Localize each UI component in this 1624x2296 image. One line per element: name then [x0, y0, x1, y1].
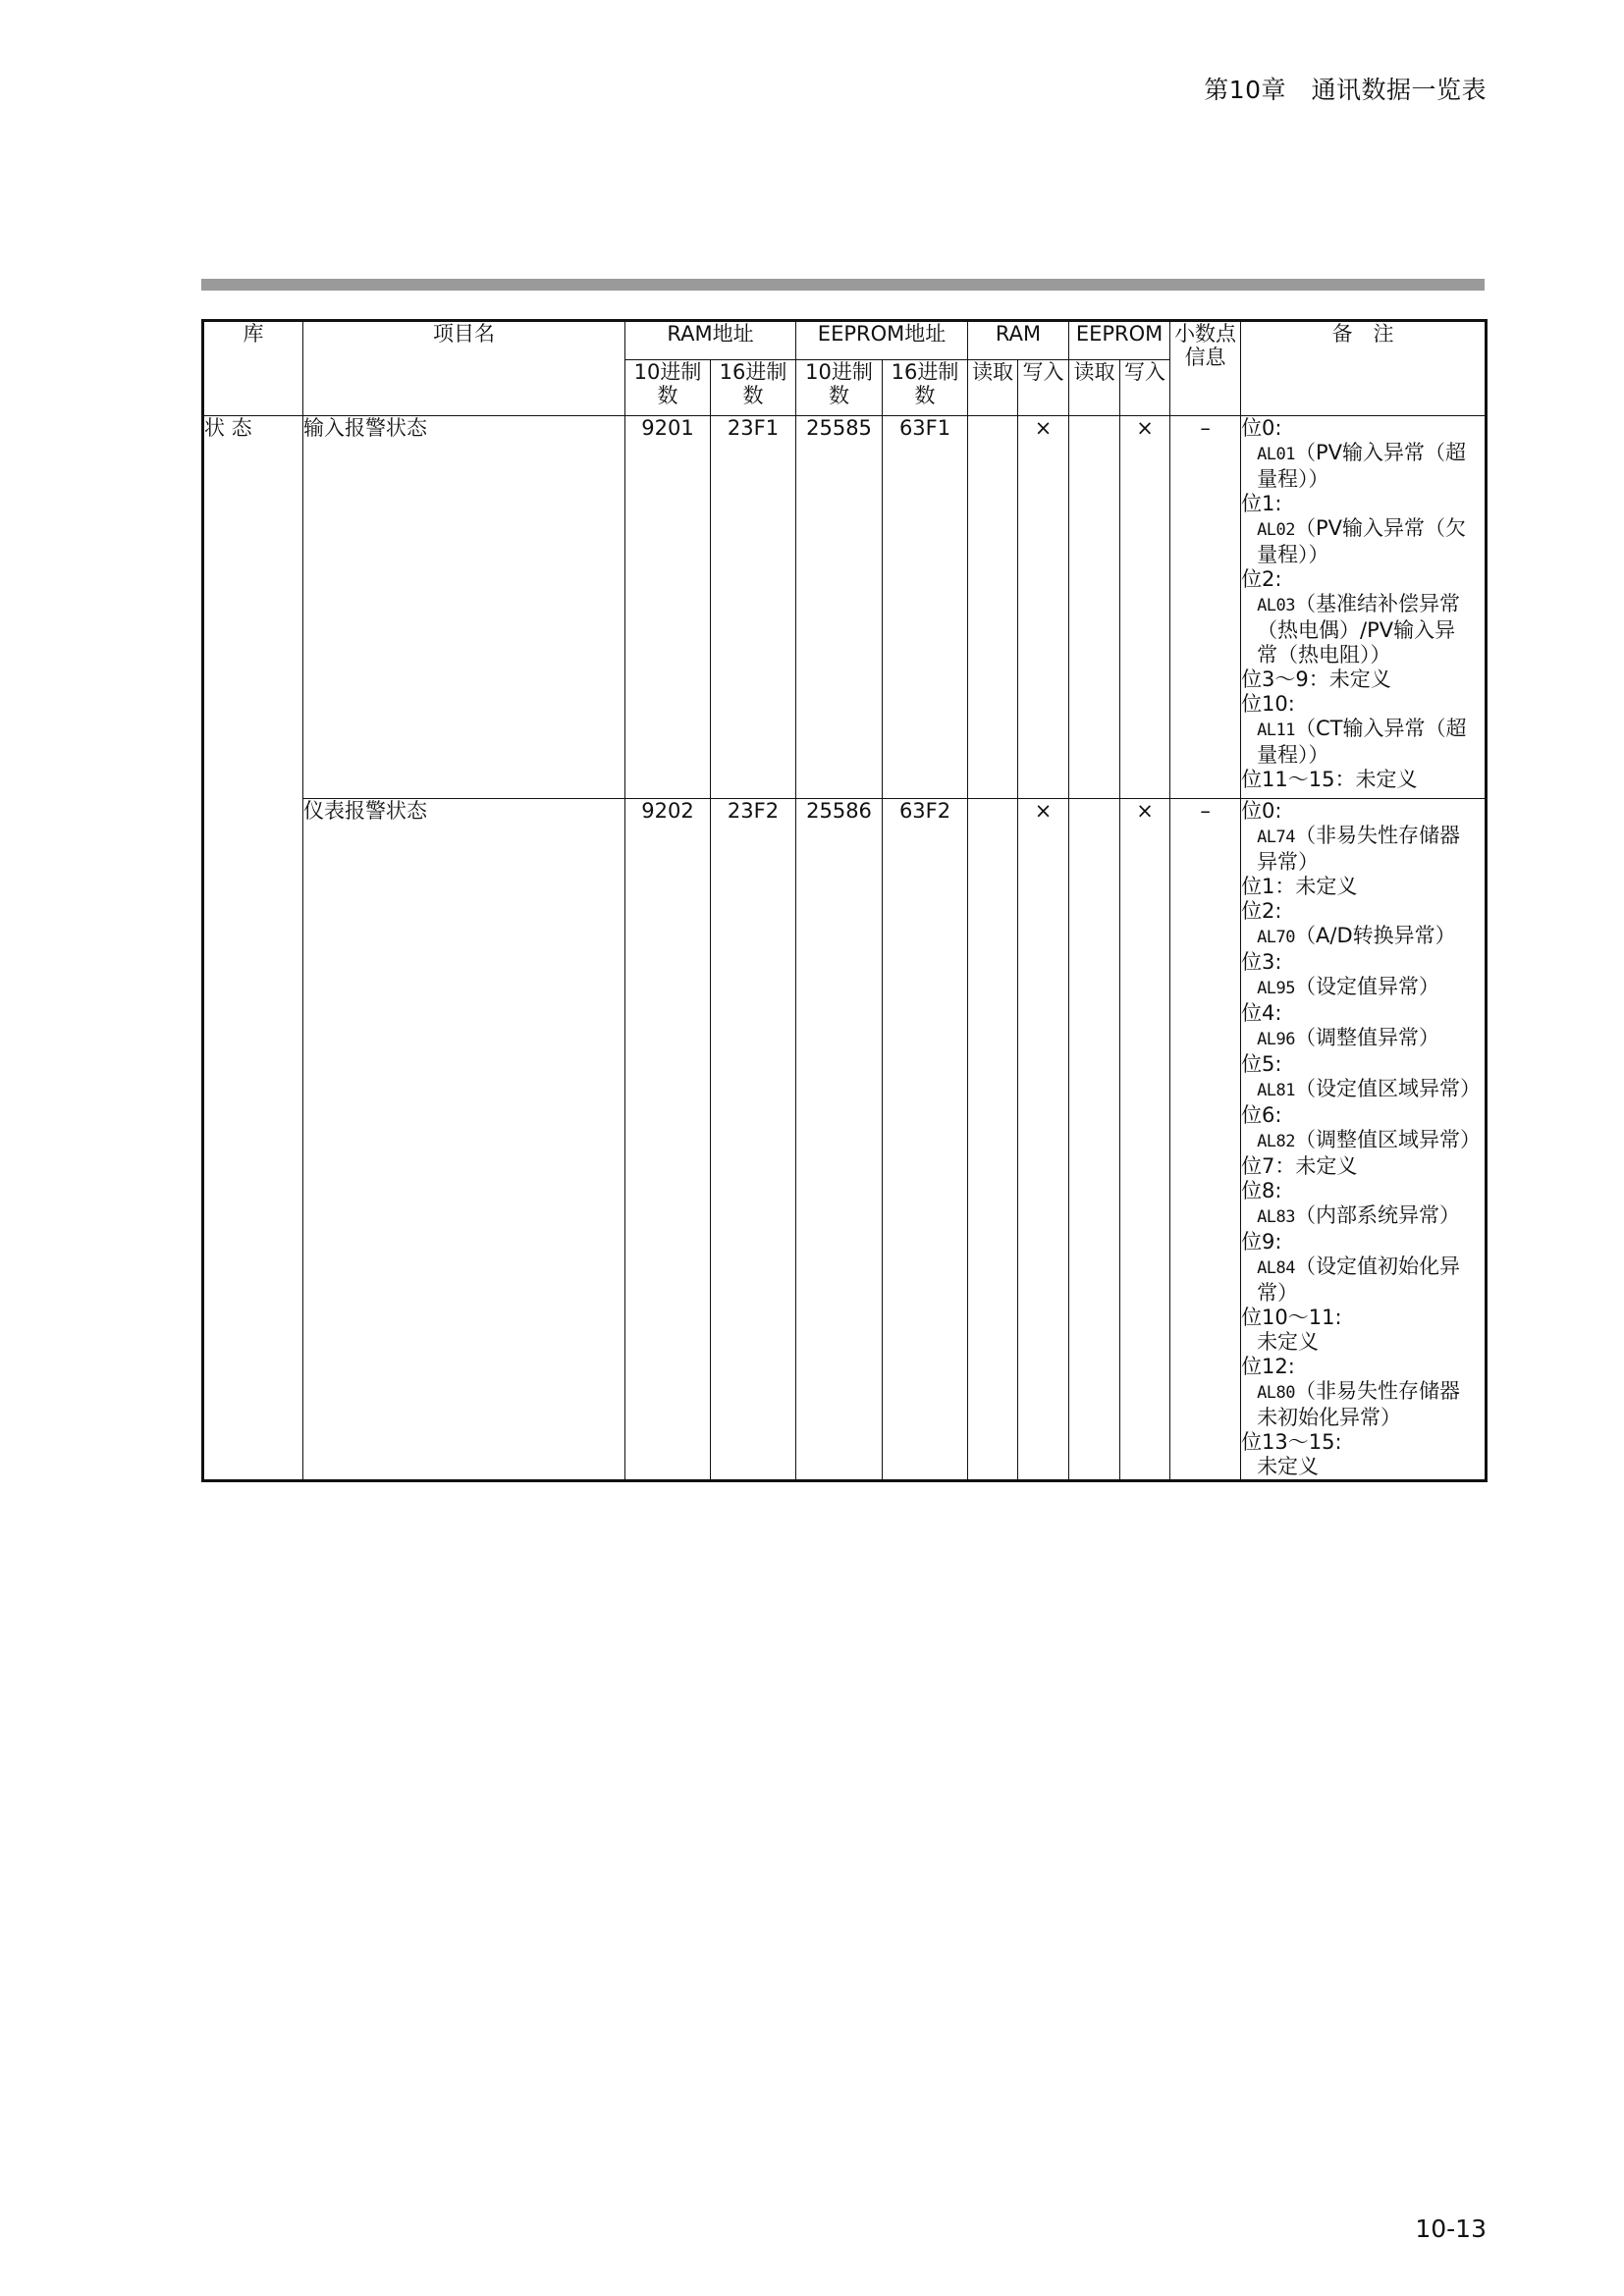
header-library: 库 — [203, 321, 303, 416]
remark-line — [1241, 1255, 1485, 1281]
remark-line — [1241, 899, 1485, 924]
remark-text: （非易失性存储器 — [1295, 824, 1461, 847]
header-eeprom-read: 读取 — [1069, 360, 1120, 416]
alarm-code: AL70 — [1257, 928, 1296, 947]
remark-text: 量程）） — [1257, 467, 1329, 491]
header-item-name: 项目名 — [303, 321, 625, 416]
remark-text: （PV输入异常（欠 — [1295, 516, 1467, 540]
remark-line — [1241, 1306, 1485, 1330]
remark-line — [1241, 643, 1485, 667]
remark-line — [1241, 924, 1485, 950]
remarks-cell — [1241, 416, 1487, 799]
header-eeprom-write: 写入 — [1120, 360, 1170, 416]
ram-read-cell — [968, 416, 1018, 799]
remark-text: （设定值初始化异 — [1295, 1255, 1461, 1278]
remark-line — [1241, 1103, 1485, 1128]
remark-line — [1241, 1430, 1485, 1455]
table-row — [203, 416, 1487, 799]
remark-text: 位7：未定义 — [1241, 1154, 1358, 1178]
remark-line — [1241, 1128, 1485, 1154]
remark-line — [1241, 1379, 1485, 1406]
alarm-code: AL02 — [1257, 520, 1296, 540]
remark-line — [1241, 667, 1485, 692]
remark-text: 未定义 — [1257, 1330, 1320, 1354]
remark-line — [1241, 975, 1485, 1001]
alarm-code: AL01 — [1257, 445, 1296, 464]
ram-write-cell: × — [1018, 799, 1069, 1481]
ram-write-cell: × — [1018, 416, 1069, 799]
remark-line — [1241, 875, 1485, 899]
remark-line — [1241, 1203, 1485, 1230]
remark-text: 位9: — [1241, 1230, 1282, 1254]
remark-line — [1241, 1281, 1485, 1306]
remark-line — [1241, 1001, 1485, 1026]
remark-text: 位1: — [1241, 492, 1282, 515]
remark-line — [1241, 492, 1485, 516]
alarm-code: AL11 — [1257, 721, 1296, 740]
eeprom-read-cell — [1069, 799, 1120, 1481]
remark-text: 量程）） — [1257, 543, 1329, 566]
library-cell: 状 态 — [203, 416, 303, 1481]
eeprom-hex-cell: 63F1 — [883, 416, 968, 799]
header-ram-read: 读取 — [968, 360, 1018, 416]
remark-text: （设定值区域异常） — [1295, 1077, 1482, 1100]
header-ram: RAM — [968, 321, 1069, 360]
remark-text: 位3: — [1241, 950, 1282, 974]
item-name-cell: 输入报警状态 — [303, 416, 625, 799]
remark-text: 异常） — [1257, 850, 1320, 874]
ram-dec-cell: 9201 — [625, 416, 711, 799]
ram-hex-cell: 23F2 — [711, 799, 796, 1481]
remark-line — [1241, 441, 1485, 467]
remark-line — [1241, 618, 1485, 643]
remark-text: 位4: — [1241, 1001, 1282, 1025]
remark-line — [1241, 1026, 1485, 1052]
remark-text: 位2: — [1241, 567, 1282, 591]
remark-line — [1241, 692, 1485, 717]
remark-line — [1241, 1455, 1485, 1479]
header-eeprom: EEPROM — [1069, 321, 1170, 360]
header-eeprom-hex: 16进制数 — [883, 360, 968, 416]
remark-line — [1241, 950, 1485, 975]
remark-line — [1241, 567, 1485, 592]
header-ram-dec: 10进制数 — [625, 360, 711, 416]
alarm-code: AL95 — [1257, 979, 1296, 998]
eeprom-dec-cell: 25585 — [796, 416, 883, 799]
remark-text: （热电偶）/PV输入异 — [1257, 618, 1456, 642]
eeprom-write-cell: × — [1120, 799, 1170, 1481]
remark-line — [1241, 799, 1485, 824]
remark-line — [1241, 516, 1485, 543]
remark-text: 位11～15：未定义 — [1241, 768, 1418, 791]
remark-line — [1241, 1154, 1485, 1179]
remark-line — [1241, 1230, 1485, 1255]
remarks-cell — [1241, 799, 1487, 1481]
remark-text: 未初始化异常） — [1257, 1406, 1402, 1429]
item-name-cell: 仪表报警状态 — [303, 799, 625, 1481]
remark-line — [1241, 592, 1485, 618]
alarm-code: AL82 — [1257, 1132, 1296, 1151]
remark-text: 位8: — [1241, 1179, 1282, 1202]
remark-text: （调整值异常） — [1295, 1026, 1440, 1049]
remark-text: 位6: — [1241, 1103, 1282, 1127]
remark-text: 常） — [1257, 1281, 1299, 1305]
alarm-code: AL03 — [1257, 596, 1296, 615]
remark-text: （设定值异常） — [1295, 975, 1440, 998]
remark-text: （调整值区域异常） — [1295, 1128, 1482, 1151]
remark-text: 位5: — [1241, 1052, 1282, 1076]
eeprom-write-cell: × — [1120, 416, 1170, 799]
remark-text: 位1：未定义 — [1241, 875, 1358, 898]
remark-line — [1241, 1355, 1485, 1379]
remark-line — [1241, 1406, 1485, 1430]
eeprom-dec-cell: 25586 — [796, 799, 883, 1481]
header-remarks: 备 注 — [1241, 321, 1487, 416]
ram-hex-cell: 23F1 — [711, 416, 796, 799]
remark-text: 位3～9：未定义 — [1241, 667, 1391, 691]
alarm-code: AL83 — [1257, 1207, 1296, 1227]
remark-text: （A/D转换异常） — [1295, 924, 1456, 947]
remark-line — [1241, 1179, 1485, 1203]
header-ram-write: 写入 — [1018, 360, 1069, 416]
header-ram-address: RAM地址 — [625, 321, 796, 360]
alarm-code: AL74 — [1257, 828, 1296, 847]
eeprom-read-cell — [1069, 416, 1120, 799]
remark-line — [1241, 416, 1485, 441]
remark-text: 常（热电阻）） — [1257, 643, 1391, 667]
remark-text: 位0: — [1241, 416, 1282, 440]
remark-text: （非易失性存储器 — [1295, 1379, 1461, 1403]
remark-text: 位10～11: — [1241, 1306, 1342, 1329]
remark-line — [1241, 1330, 1485, 1355]
remark-line — [1241, 467, 1485, 492]
remark-text: 位0: — [1241, 799, 1282, 823]
alarm-code: AL80 — [1257, 1383, 1296, 1403]
remark-line — [1241, 824, 1485, 850]
remark-text: 量程）） — [1257, 743, 1329, 767]
remark-text: （基准结补偿异常 — [1295, 592, 1461, 615]
remark-text: 位13～15: — [1241, 1430, 1342, 1454]
ram-dec-cell: 9202 — [625, 799, 711, 1481]
remark-text: 位10: — [1241, 692, 1295, 716]
remark-line — [1241, 768, 1485, 792]
remark-text: （内部系统异常） — [1295, 1203, 1461, 1227]
header-rule — [201, 279, 1485, 291]
table-row — [203, 799, 1487, 1481]
header-ram-hex: 16进制数 — [711, 360, 796, 416]
alarm-code: AL96 — [1257, 1030, 1296, 1049]
remark-line — [1241, 850, 1485, 875]
remark-line — [1241, 1077, 1485, 1103]
chapter-header: 第10章 通讯数据一览表 — [1204, 76, 1487, 104]
decimal-info-cell: – — [1170, 416, 1241, 799]
remark-text: 位12: — [1241, 1355, 1295, 1378]
page-number: 10-13 — [1415, 2215, 1487, 2243]
header-eeprom-dec: 10进制数 — [796, 360, 883, 416]
alarm-code: AL84 — [1257, 1258, 1296, 1278]
header-decimal-info: 小数点信息 — [1170, 321, 1241, 416]
alarm-code: AL81 — [1257, 1081, 1296, 1100]
communication-data-table — [201, 319, 1488, 1482]
decimal-info-cell: – — [1170, 799, 1241, 1481]
header-eeprom-address: EEPROM地址 — [796, 321, 968, 360]
remark-line — [1241, 717, 1485, 743]
remark-text: （CT输入异常（超 — [1295, 717, 1467, 740]
remark-text: （PV输入异常（超 — [1295, 441, 1467, 464]
remark-text: 位2: — [1241, 899, 1282, 923]
remark-line — [1241, 543, 1485, 567]
remark-line — [1241, 1052, 1485, 1077]
eeprom-hex-cell: 63F2 — [883, 799, 968, 1481]
remark-line — [1241, 743, 1485, 768]
ram-read-cell — [968, 799, 1018, 1481]
remark-text: 未定义 — [1257, 1455, 1320, 1478]
